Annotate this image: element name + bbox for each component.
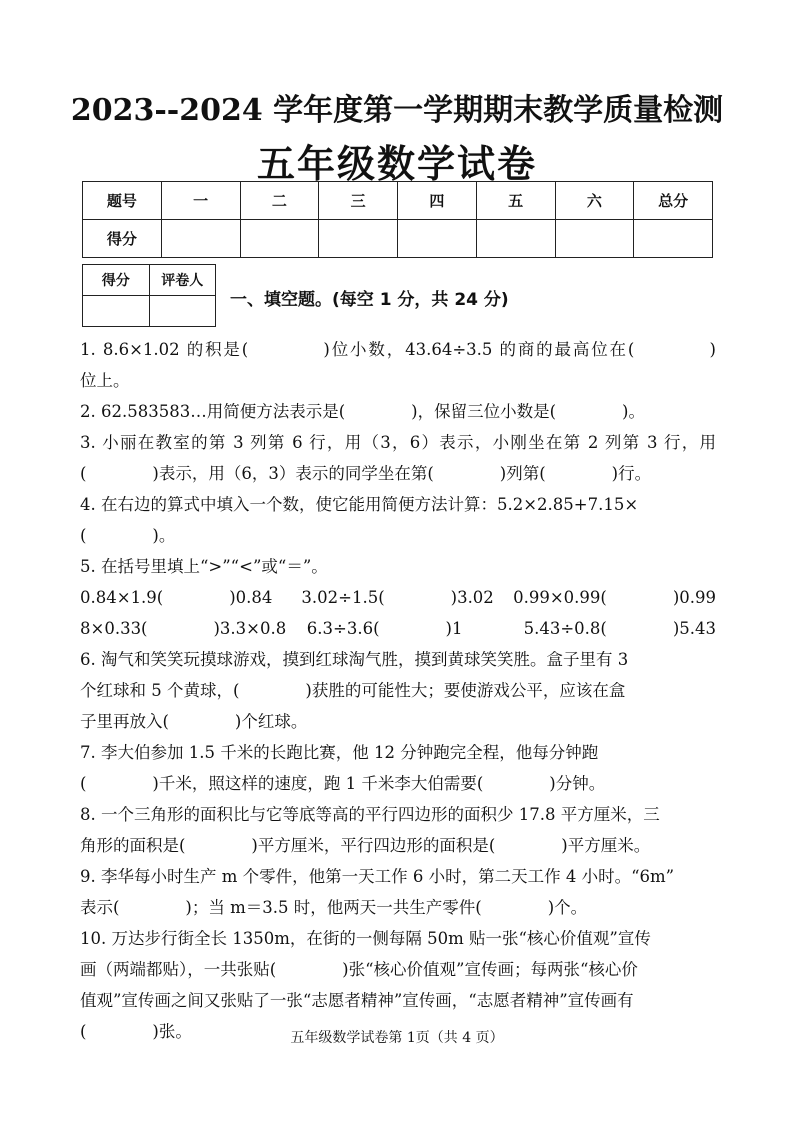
question-line: 位上。 [80, 371, 130, 390]
question-line: 5. 在括号里填上“>”“<”或“＝”。 [80, 557, 328, 576]
score-blank-cell[interactable] [240, 220, 319, 258]
question-line: ( )表示，用（6，3）表示的同学坐在第( )列第( )行。 [80, 464, 652, 483]
comparison-item: 5.43÷0.8( )5.43 [523, 619, 716, 638]
questions-block [80, 334, 716, 1047]
question-line: 角形的面积是( )平方厘米，平行四边形的面积是( )平方厘米。 [80, 836, 651, 855]
score-header-cell: 一 [161, 182, 240, 220]
question-line: 3. 小丽在教室的第 3 列第 6 行，用（3，6）表示，小刚坐在第 2 列第 3 行，用 [80, 433, 716, 452]
question-line: 表示( )；当 m＝3.5 时，他两天一共生产零件( )个。 [80, 898, 588, 917]
score-blank-cell[interactable] [161, 220, 240, 258]
score-header-cell: 二 [240, 182, 319, 220]
exam-subtitle: 五年级数学试卷 [256, 141, 537, 186]
comparison-item: 0.84×1.9( )0.84 [80, 588, 273, 607]
score-blank-cell[interactable] [319, 220, 398, 258]
comparison-item: 0.99×0.99( )0.99 [513, 588, 716, 607]
score-blank-cell[interactable] [398, 220, 477, 258]
question-line: 4. 在右边的算式中填入一个数，使它能用简便方法计算：5.2×2.85+7.15× [80, 495, 639, 514]
comparison-item: 6.3÷3.6( )1 [306, 619, 463, 638]
comparison-item: 8×0.33( )3.3×0.8 [80, 619, 287, 638]
question-line: 个红球和 5 个黄球，( )获胜的可能性大；要使游戏公平，应该在盒 [80, 681, 626, 700]
question-line: 10. 万达步行街全长 1350m，在街的一侧每隔 50m 贴一张“核心价值观”宣传 [80, 929, 651, 948]
exam-title: 2023--2024 学年度第一学期期末教学质量检测 [70, 93, 724, 128]
question-line: 7. 李大伯参加 1.5 千米的长跑比赛，他 12 分钟跑完全程，他每分钟跑 [80, 743, 599, 762]
question-line: 6. 淘气和笑笑玩摸球游戏，摸到红球淘气胜，摸到黄球笑笑胜。盒子里有 3 [80, 650, 629, 669]
grader-name-label: 评卷人 [149, 265, 216, 296]
question-line: 8. 一个三角形的面积比与它等底等高的平行四边形的面积少 17.8 平方厘米，三 [80, 805, 660, 824]
grader-score-label: 得分 [83, 265, 150, 296]
score-table-score-row [83, 220, 713, 258]
comparison-row [80, 582, 716, 613]
score-blank-cell[interactable] [476, 220, 555, 258]
score-header-cell: 五 [476, 182, 555, 220]
comparison-row [80, 613, 716, 644]
score-row-label: 得分 [83, 220, 162, 258]
question-line: 子里再放入( )个红球。 [80, 712, 308, 731]
score-header-cell: 题号 [83, 182, 162, 220]
score-header-cell: 总分 [634, 182, 713, 220]
score-table [82, 181, 713, 258]
score-blank-cell[interactable] [634, 220, 713, 258]
question-line: 9. 李华每小时生产 m 个零件，他第一天工作 6 小时，第二天工作 4 小时。“6m” [80, 867, 675, 886]
question-line: ( )。 [80, 526, 176, 545]
question-line: ( )千米，照这样的速度，跑 1 千米李大伯需要( )分钟。 [80, 774, 606, 793]
grader-name-blank[interactable] [149, 296, 216, 327]
score-table-header-row [83, 182, 713, 220]
question-line: 1. 8.6×1.02 的积是( )位小数，43.64÷3.5 的商的最高位在( ) [80, 340, 716, 359]
grader-table [82, 264, 216, 327]
score-blank-cell[interactable] [555, 220, 634, 258]
score-header-cell: 六 [555, 182, 634, 220]
comparison-item: 3.02÷1.5( )3.02 [301, 588, 494, 607]
score-header-cell: 四 [398, 182, 477, 220]
question-line: 2. 62.583583…用简便方法表示是( )，保留三位小数是( )。 [80, 402, 645, 421]
question-line: ( )张。 [80, 1022, 192, 1041]
page-footer: 五年级数学试卷第 1页（共 4 页） [290, 1030, 504, 1046]
grader-score-blank[interactable] [83, 296, 150, 327]
section-heading: 一、填空题。(每空 1 分，共 24 分) [230, 290, 509, 310]
score-header-cell: 三 [319, 182, 398, 220]
question-line: 值观”宣传画之间又张贴了一张“志愿者精神”宣传画，“志愿者精神”宣传画有 [80, 991, 634, 1010]
question-line: 画（两端都贴），一共张贴( )张“核心价值观”宣传画；每两张“核心价 [80, 960, 638, 979]
